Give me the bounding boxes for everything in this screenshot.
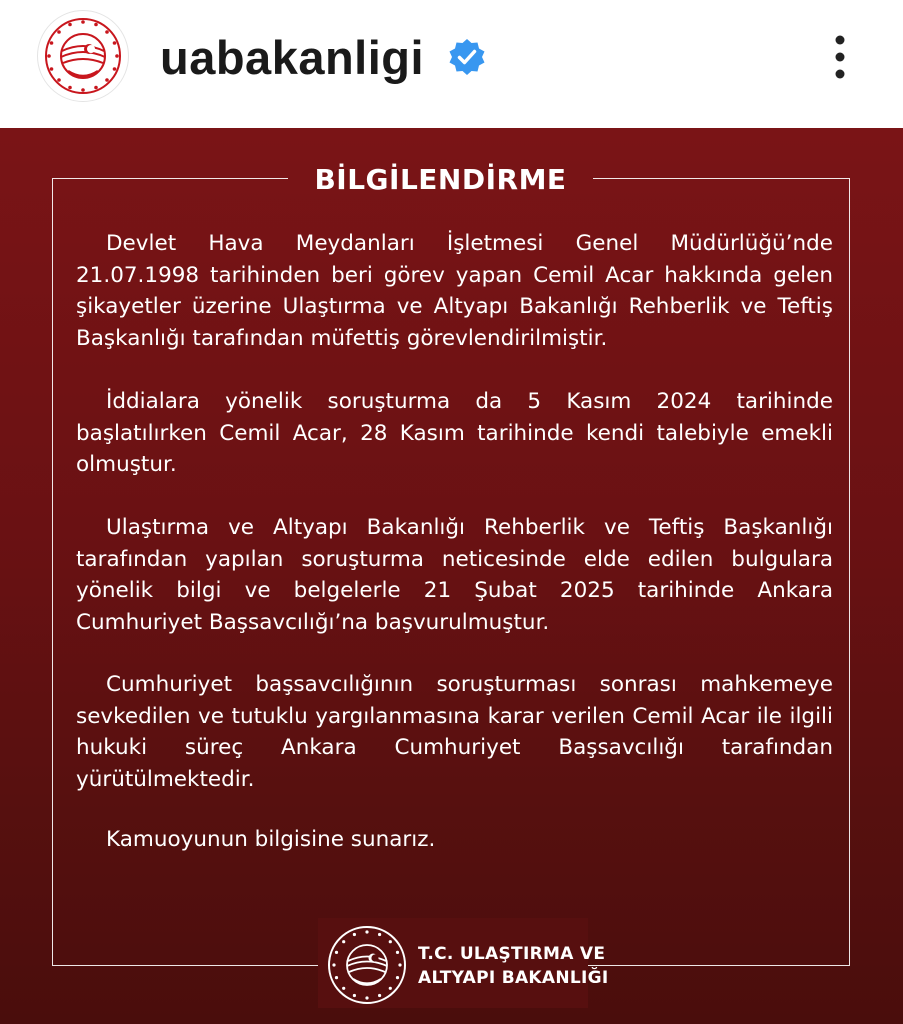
profile-avatar[interactable] [37,10,129,102]
post-image [0,128,903,1024]
paragraph-1: Devlet Hava Meydanları İşletmesi Genel Müdürlüğü’nde 21.07.1998 tarihinden beri görev yapan Cemil Acar hakkında gelen şikayetler üzerine Ulaştırma ve Altyapı Bakanlığı Rehberlik ve Teftiş Başkanlığı tarafından müfettiş görevlendirilmiştir. [76,231,833,351]
ministry-logo-icon [38,11,128,101]
paragraph-2: İddialara yönelik soruşturma da 5 Kasım 2024 tarihinde başlatılırken Cemil Acar, 28 Kasım tarihinde kendi talebiyle emekli olmuştur. [76,389,833,477]
paragraph-3: Ulaştırma ve Altyapı Bakanlığı Rehberlik ve Teftiş Başkanlığı tarafından yapılan soruşturma neticesinde elde edilen bulgulara yönelik bilgi ve belgelerle 21 Şubat 2025 tarihinde Ankara Cumhuriyet Başsavcılığı’na başvurulmuştur. [76,515,833,635]
verified-badge-icon [447,37,487,77]
profile-username[interactable]: uabakanligi [160,31,425,84]
paragraph-5: Kamuoyunun bilgisine sunarız. [106,827,436,852]
announcement-title: BİLGİLENDİRME [314,163,567,196]
more-options-icon[interactable] [826,30,854,86]
paragraph-4: Cumhuriyet başsavcılığının soruşturması sonrası mahkemeye sevkedilen ve tutuklu yargılanmasına karar verilen Cemil Acar ile ilgili hukuki süreç Ankara Cumhuriyet Başsavcılığı tarafından yürütülmektedir. [76,672,833,792]
ministry-name [418,942,609,990]
post-header [0,0,903,128]
ministry-name-line-1: T.C. ULAŞTIRMA VE [418,944,606,964]
ministry-name-line-2: ALTYAPI BAKANLIĞI [418,968,609,988]
ministry-logo-icon [326,924,408,1006]
